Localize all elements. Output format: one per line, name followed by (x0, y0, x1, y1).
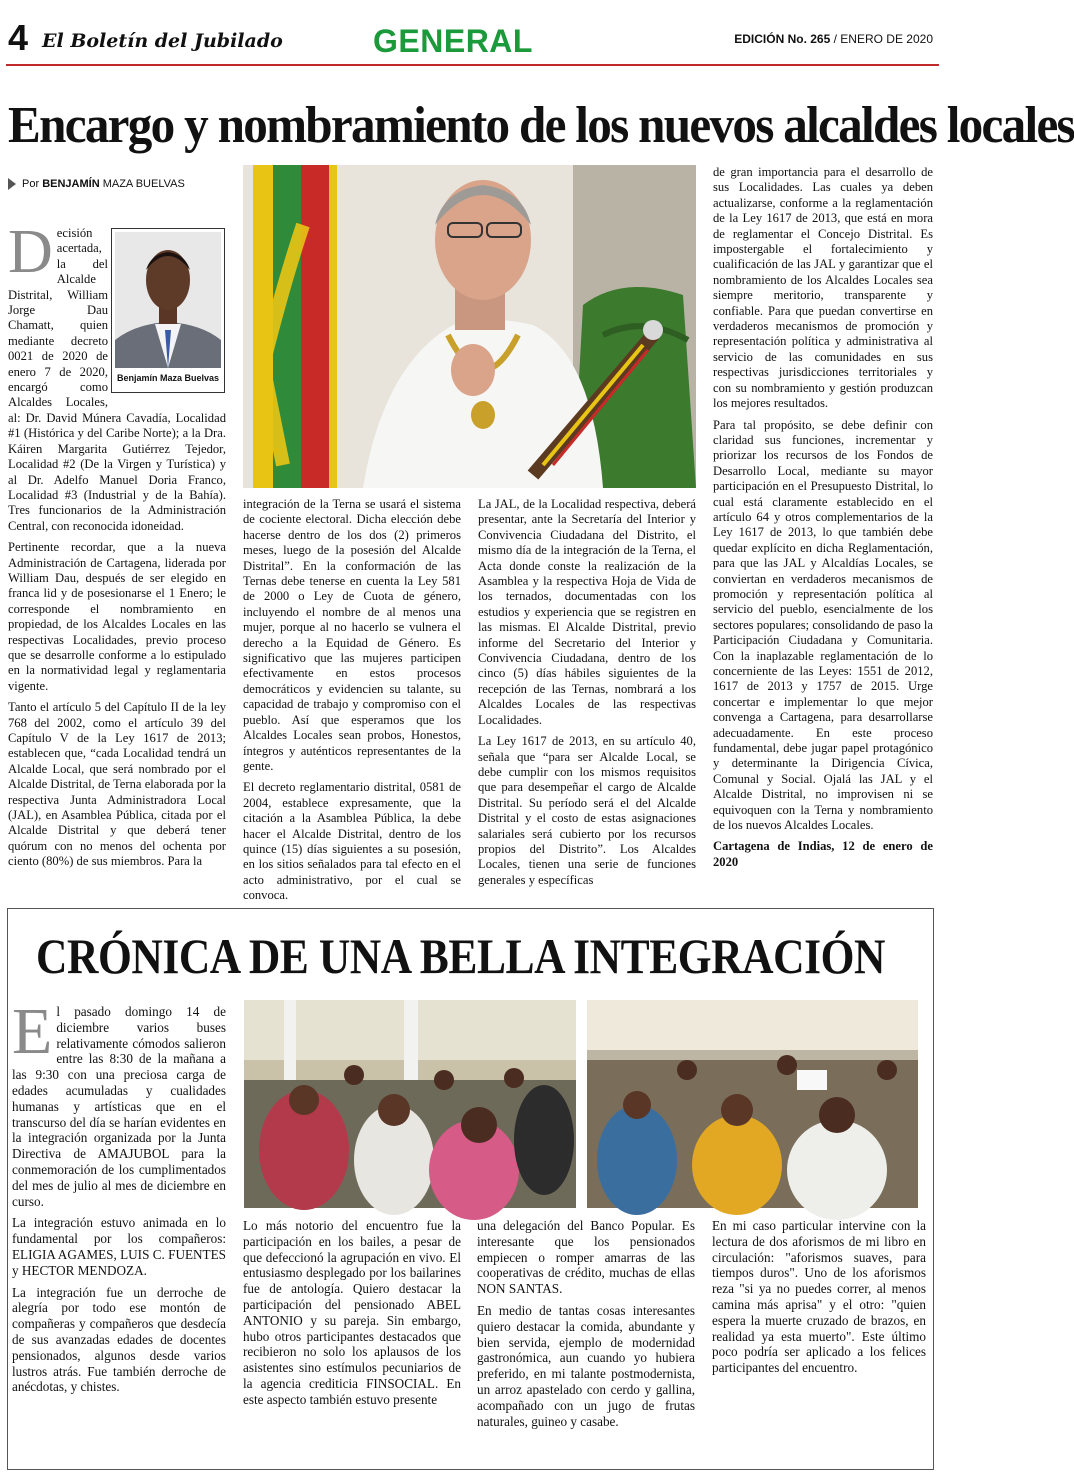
article1-col1-p1: ecisión acertada, la del Alcalde Distrital, William Jorge Dau Chamatt, quien mediante decreto 0021 de 2020 de enero 7 de 2020, encargó como Alcaldes Locales, al: Dr. David Múnera Cavadía, Localidad #1 (Histórica y del Caribe Norte); a la Dra. Káiren Margarita Gutiérrez Tejedor, Localidad #2 (De la Virgen y Turística) y al Dr. Adelfo Manuel Doria Franco, Localidad #3 (Industrial y de la Bahía). Tres funcionarios de la Administración Central, con reconocida idoneidad. (8, 226, 226, 533)
article1-col2-p1: integración de la Terna se usará el sistema de cociente electoral. Dicha elección debe hacerse dentro de los dos (2) primeros meses, luego de la posesión del Alcalde Distrital”. En la conformación de las Ternas debe tenerse en cuenta la Ley 581 de 2000 o Ley de Cuota de género, incluyendo el nombre de al menos una mujer, porque al no hacerlo se vulnera el derecho a la Equidad de Género. Es significativo que las mujeres participen efectivamente en estos procesos democráticos y evidencien su talante, su capacidad de trabajo y compromiso con el pueblo. Así que esperamos que los Alcaldes Locales sean probos, Honestos, íntegros y auténticos representantes de la gente. (243, 497, 461, 773)
event-photo-right (587, 1000, 918, 1208)
article2-drop-cap: E (12, 995, 53, 1068)
edition-date: / ENERO DE 2020 (833, 32, 933, 46)
article2-column-3 (477, 1218, 695, 1435)
header-rule (6, 64, 939, 66)
edition-label: EDICIÓN (734, 32, 785, 46)
article1-col3-p1: La JAL, de la Localidad respectiva, deberá presentar, ante la Secretaría del Interior y Convivencia Ciudadana del Distrito, el mismo día de la integración de la Terna, el Acta donde conste la realización de la Asamblea y la respectiva Hoja de Vida de los ternados, documentadas con los estudios y experiencia que se registren en las mismas. El Alcalde Distrital, previo informe del Secretario del Interior y Convivencia Ciudadana, dentro de los cinco (5) días hábiles siguientes de la recepción de las Ternas, nombrará a los Alcaldes Locales de las respectivas Localidades. (478, 497, 696, 727)
article2-col1-p1: l pasado domingo 14 de diciembre varios buses relativamente cómodos salieron entre las 8:30 de la mañana a las 9:30 con una preciosa carga de edades acumuladas y cualidades humanas y artísticas que en el transcurso del día se harían evidentes en la integración organizada por la Junta Directiva de AMAJUBOL para la conmemoración de los cumplimentados del mes de julio al mes de diciembre en curso. (12, 1004, 226, 1209)
article2-col3-p2: En medio de tantas cosas interesantes quiero destacar la comida, abundante y bien servida, ejemplo de modernidad gastronómica, aun cuando yo hubiera preferido, en mi talante postmodernista, un arroz apastelado con cerdo y gallina, acompañado con un jugo de frutas naturales, guineo y casabe. (477, 1302, 695, 1429)
byline-prefix: Por (22, 178, 40, 190)
article1-byline (8, 178, 185, 190)
article1-column-3 (478, 497, 696, 894)
page-number: 4 (8, 17, 29, 58)
portrait-caption-text: Maza Buelvas (160, 373, 220, 383)
article2-col4-p1: En mi caso particular intervine con la lectura de dos aforismos de mi libro en circulación: "aforismos suaves, para tiempos duros". Uno de los aforismos reza "si ya no puedes correr, al menos camina más aprisa" y el otro: "quien espera la muerte cruzado de brazos, en realidad ya esta muerto". Este último poco podría ser aplicado a los felices participantes del encuentro. (712, 1218, 926, 1376)
article1-col1-p2: Pertinente recordar, que a la nueva Administración de Cartagena, liderada por William Dau, después de ser elegido en franca lid y de posesionarse el 1 Enero; le corresponde el nombramiento en propiedad, de los Alcaldes Locales en las respectivas Localidades, previo proceso que se desarrolle conforme a lo estipulado en la normatividad legal y reglamentaria vigente. (8, 540, 226, 693)
portrait-caption-bold: Benjamín (116, 373, 158, 383)
event-photo-left (244, 1000, 576, 1208)
article1-drop-cap: D (8, 218, 53, 286)
article1-col4-p2: Para tal propósito, se debe definir con claridad sus funciones, incrementar y priorizar los recursos de los Fondos de Desarrollo Local, mediante su mayor participación en el Presupuesto Distrital, lo cual está claramente establecido en el artículo 64 y otros complementarios de la Ley 1617 de 2013, lo que también debe quedar explícito en dicha Reglamentación, para que las JAL y Alcaldías Locales, se conviertan en verdaderos mecanismos de promoción y representación política al servicio del pueblo, esencialmente de los sectores populares; consolidando de paso la Participación Ciudadana y Comunitaria. Con la inaplazable reglamentación de lo concerniente de las Leyes: 1551 de 2012, 1617 de 2013 y 1757 de 2015. Urge concertar e implementar lo que mejor convenga a Cartagena, para desarrollarse adecuadamente. En este proceso fundamental, debe jugar papel protagónico y determinante la Dirigencia Cívica, Comunal y Social. Ojalá las JAL y el Alcalde Distrital, no improvisen ni se equivoquen con la Terna y nombramiento de los nuevos Alcaldes Locales. (713, 417, 933, 833)
article1-signoff: Cartagena de Indias, 12 de enero de 2020 (713, 839, 933, 869)
byline-author-first: BENJAMÍN (42, 178, 100, 190)
article2-column-2 (243, 1218, 461, 1414)
article1-col3-p2: La Ley 1617 de 2013, en su artículo 40, señala que “para ser Alcalde Local, se debe cumplir con los mismos requisitos que para desempeñar el cargo de Alcalde Distrital. Su período será el del Alcalde Distrital y el costo de estas asignaciones salariales será cubierto por los recursos propios del Distrito”. Los Alcaldes Locales, tienen una serie de funciones generales y específicas (478, 734, 696, 887)
article2-col1-p3: La integración fue un derroche de alegría por todo ese montón de compañeras y compañeros que desdecía de sus avanzadas edades de docentes pensionados, algunos desde varios lustros atrás. Fue también derroche de anécdotas, y chistes. (12, 1284, 226, 1395)
byline-arrow-icon (8, 178, 16, 190)
article1-col4-p1: de gran importancia para el desarrollo de sus Localidades. Las cuales ya deben actualizarse, conforme a la reglamentación de la Ley 1617 de 2013, que está en mora de reglamentar el Concejo Distrital. Es impostergable el fortalecimiento y cualificación de las JAL y garantizar que el nombramiento de los Alcaldes Locales sea siempre meritorio, transparente y confiable. Para que puedan convertirse en verdaderos mecanismos de promoción y representación política y administrativa al servicio de las comunidades en sus respectivas jurisdicciones territoriales y con su nombramiento y gestión produzcan los mejores resultados. (713, 165, 933, 411)
mayor-photo (243, 165, 696, 488)
edition-info (734, 32, 933, 46)
article1-column-2 (243, 497, 461, 910)
section-title: GENERAL (373, 23, 533, 59)
article2-column-1 (12, 995, 226, 1401)
article2-headline: CRÓNICA DE UNA BELLA INTEGRACIÓN (36, 928, 885, 984)
article1-column-4 (713, 165, 933, 876)
article1-col1-p3: Tanto el artículo 5 del Capítulo II de la ley 768 del 2002, como el artículo 39 del Capítulo V de la Ley 1617 de 2013; establecen que, “cada Localidad tendrá un Alcalde Local, que será nombrado por el Alcalde Distrital, de Terna elaborada por la respectiva Junta Administradora Local (JAL), en Asamblea Pública, citada por el Alcalde Distrital y que deberá tener quórum con no menos del ochenta por ciento (80%) de sus miembros. Para la (8, 700, 226, 869)
article2-col3-p1: una delegación del Banco Popular. Es interesante que los pensionados empiecen o romper amarras de las cooperativas de crédito, muchas de ellas NON SANTAS. (477, 1218, 695, 1297)
portrait-spacer (108, 226, 226, 396)
article1-headline: Encargo y nombramiento de los nuevos alcaldes locales (8, 97, 1074, 154)
publication-name: El Boletín del Jubilado (42, 30, 283, 52)
article2-col2-p1: Lo más notorio del encuentro fue la participación en los bailes, a pesar de que defeccionó la agrupación en vivo. El entusiasmo desplegado por los bailarines fue de antología. Quiero destacar la participación del pensionado ABEL ANTONIO y su pareja. Sin embargo, hubo otros participantes destacados que recibieron no solo los aplausos de los asistentes sino estímulos pecuniarios de la agencia crediticia FINSOCIAL. En este aspecto también estuvo presente (243, 1218, 461, 1407)
article1-col2-p2: El decreto reglamentario distrital, 0581 de 2004, establece expresamente, que la citación a la Asamblea Pública, la debe hacer el Alcalde Distrital, dentro de los quince (15) días siguientes a su posesión, en los sitios señalados para tal efecto en el acto administrativo, por el cual se convoca. (243, 780, 461, 903)
article2-column-4 (712, 1218, 926, 1382)
article1-column-1 (8, 218, 226, 876)
edition-number: No. 265 (787, 32, 831, 46)
byline-author-last: MAZA BUELVAS (102, 178, 185, 190)
article2-col1-p2: La integración estuvo animada en lo fundamental por los compañeros: ELIGIA AGAMES, LUIS C. FUENTES y HECTOR MENDOZA. (12, 1215, 226, 1278)
